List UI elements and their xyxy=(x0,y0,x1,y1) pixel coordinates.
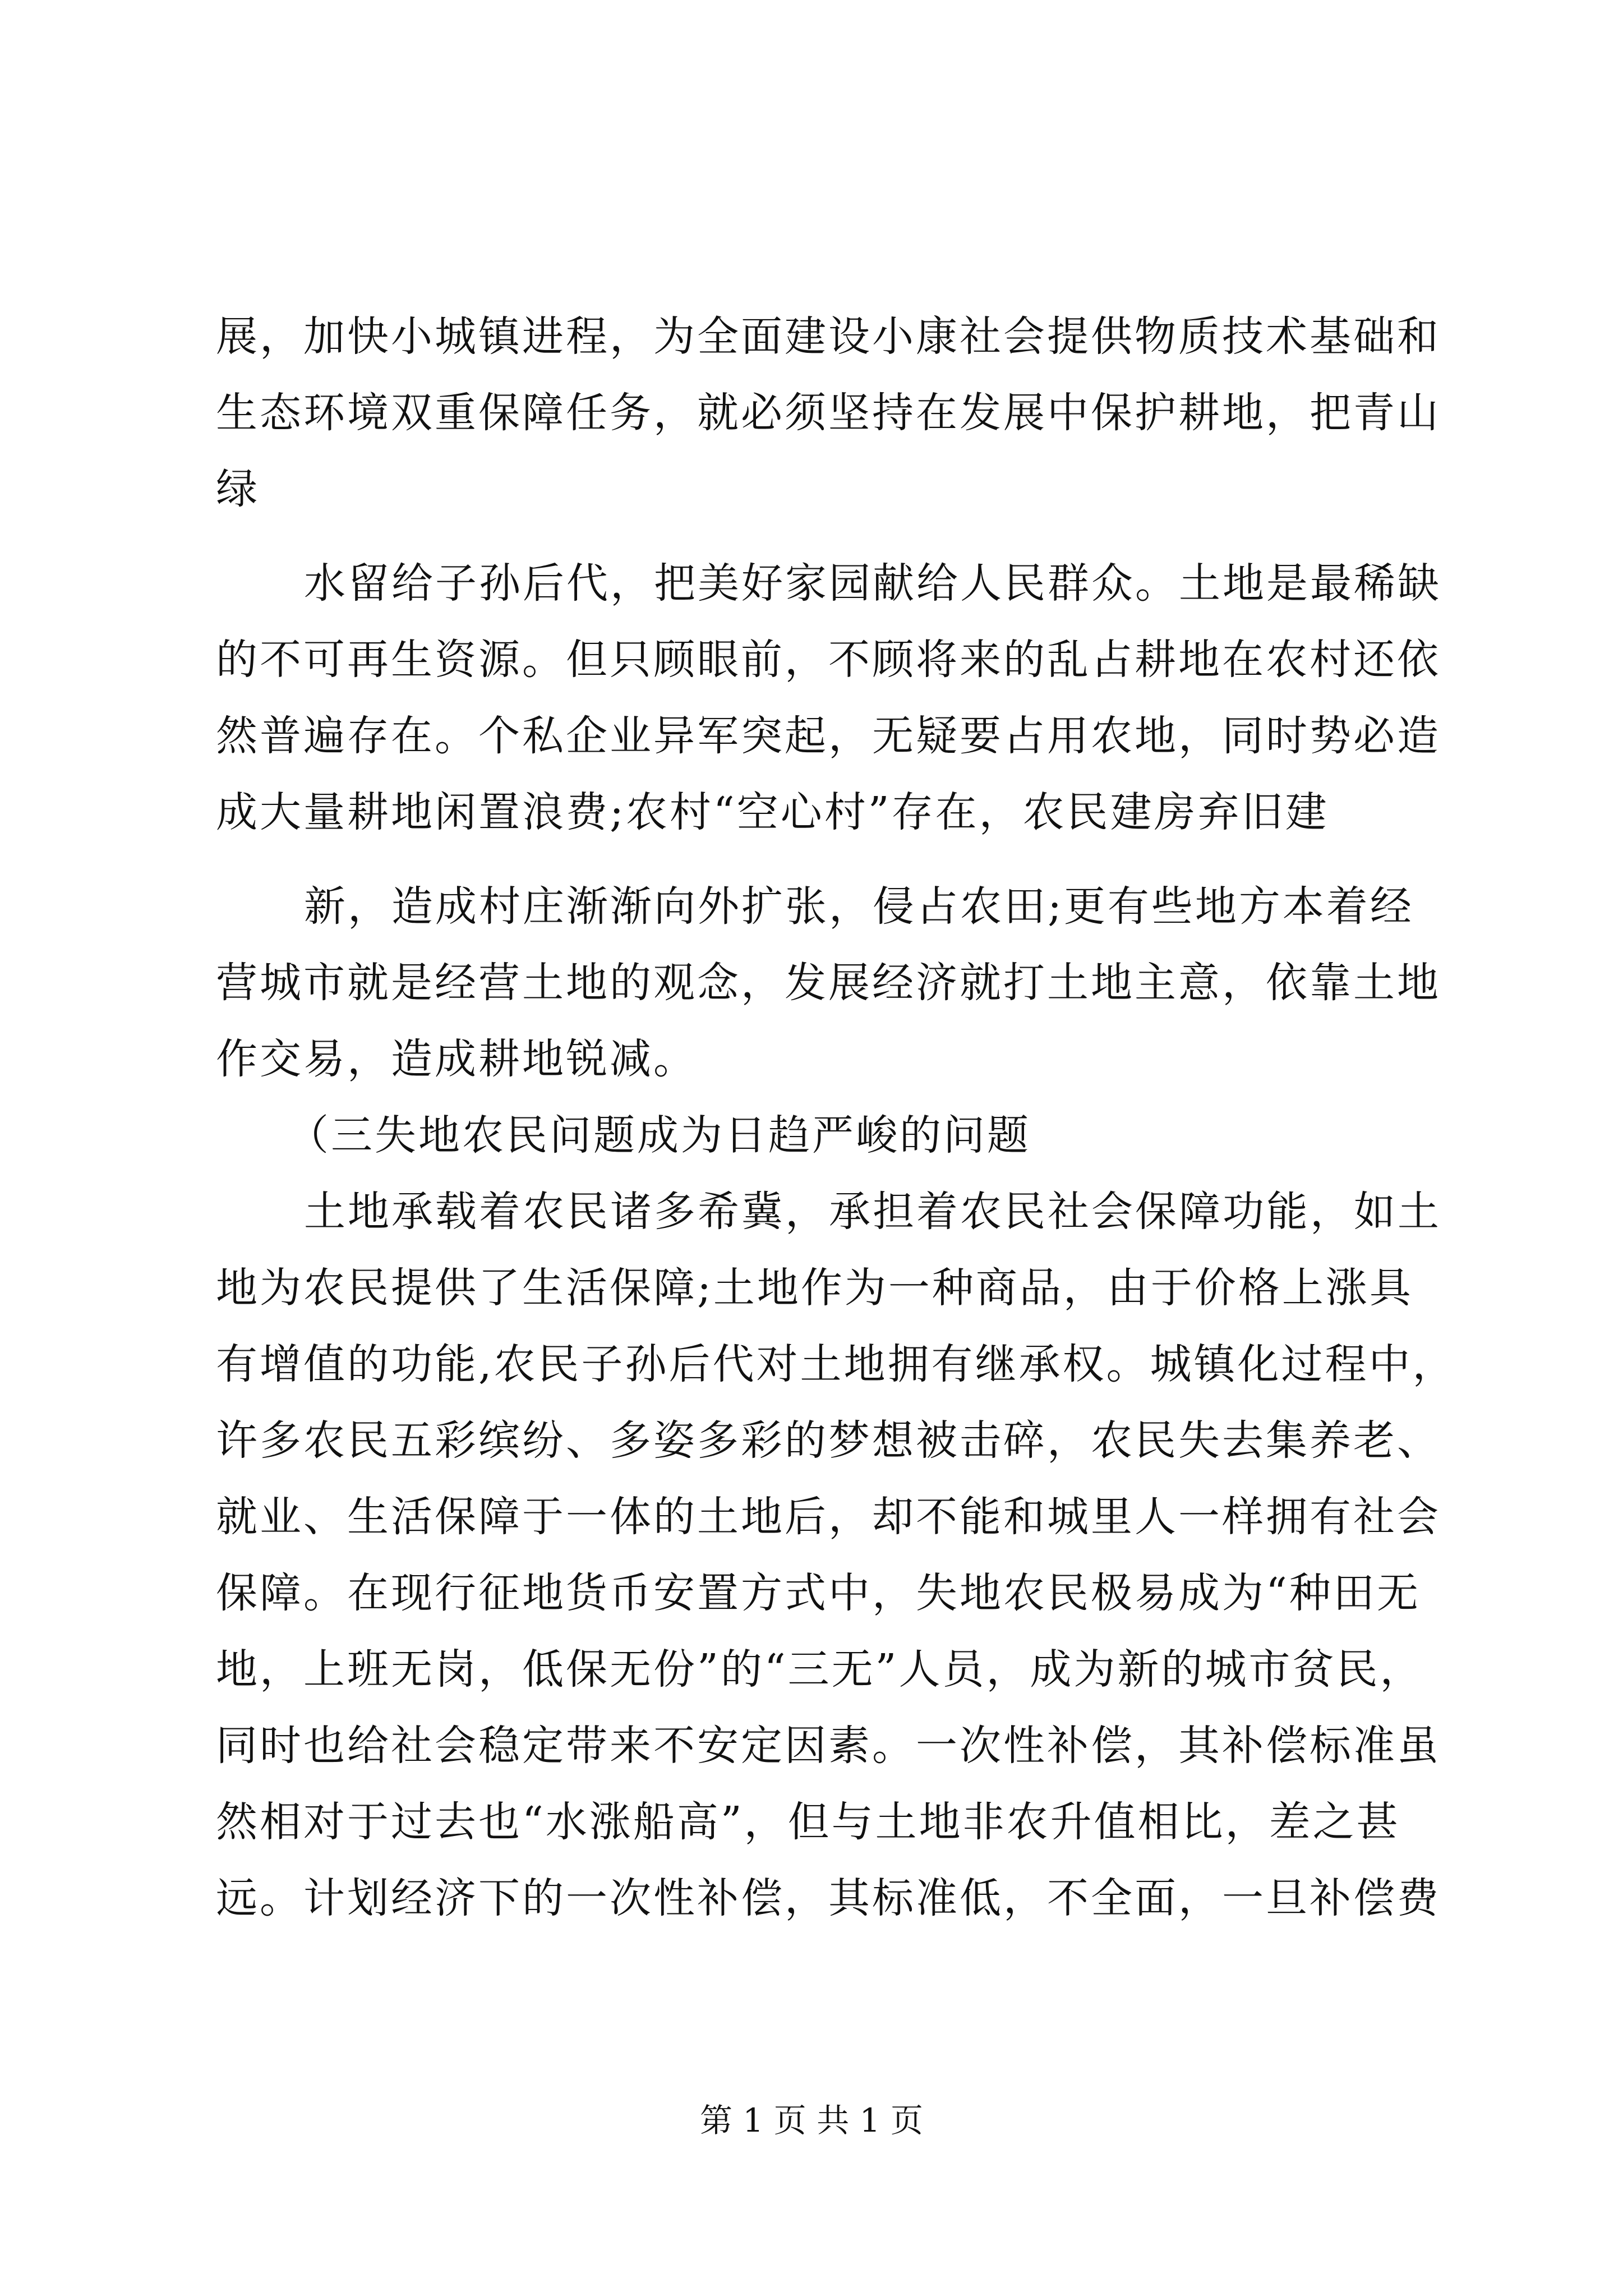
text-line: 然相对于过去也“水涨船高”，但与土地非农升值相比，差之甚 xyxy=(216,1798,1400,1846)
text-line: 有增值的功能,农民子孙后代对土地拥有继承权。城镇化过程中， xyxy=(216,1340,1456,1388)
text-line: 营城市就是经营土地的观念，发展经济就打土地主意，依靠土地 xyxy=(216,959,1441,1007)
text-line: 水留给子孙后代，把美好家园献给人民群众。土地是最稀缺 xyxy=(304,559,1441,608)
text-line: 同时也给社会稳定带来不安定因素。一次性补偿，其补偿标准虽 xyxy=(216,1722,1441,1770)
text-line: 保障。在现行征地货币安置方式中，失地农民极易成为“种田无 xyxy=(216,1569,1421,1617)
text-line: 远。计划经济下的一次性补偿，其标准低，不全面，一旦补偿费 xyxy=(216,1874,1441,1922)
text-line: 然普遍存在。个私企业异军突起，无疑要占用农地，同时势必造 xyxy=(216,712,1441,760)
text-line: 展，加快小城镇进程，为全面建设小康社会提供物质技术基础和 xyxy=(216,312,1441,361)
section-heading: （三失地农民问题成为日趋严峻的问题 xyxy=(287,1111,1031,1159)
text-line: 新，造成村庄渐渐向外扩张，侵占农田;更有些地方本着经 xyxy=(304,882,1414,931)
text-line: 土地承载着农民诸多希冀，承担着农民社会保障功能，如土 xyxy=(304,1188,1441,1236)
text-line: 成大量耕地闲置浪费;农村“空心村”存在，农民建房弃旧建 xyxy=(216,788,1329,836)
text-line: 地，上班无岗，低保无份”的“三无”人员，成为新的城市贫民， xyxy=(216,1645,1424,1694)
text-line: 许多农民五彩缤纷、多姿多彩的梦想被击碎，农民失去集养老、 xyxy=(216,1416,1441,1465)
text-line: 地为农民提供了生活保障;土地作为一种商品，由于价格上涨具 xyxy=(216,1264,1413,1312)
text-line: 就业、生活保障于一体的土地后，却不能和城里人一样拥有社会 xyxy=(216,1493,1441,1541)
text-line: 绿 xyxy=(216,465,260,513)
page-number: 第 1 页 共 1 页 xyxy=(700,2101,923,2139)
text-line: 作交易，造成耕地锐减。 xyxy=(216,1035,697,1083)
text-line: 的不可再生资源。但只顾眼前，不顾将来的乱占耕地在农村还依 xyxy=(216,636,1441,684)
text-line: 生态环境双重保障任务，就必须坚持在发展中保护耕地，把青山 xyxy=(216,389,1441,437)
